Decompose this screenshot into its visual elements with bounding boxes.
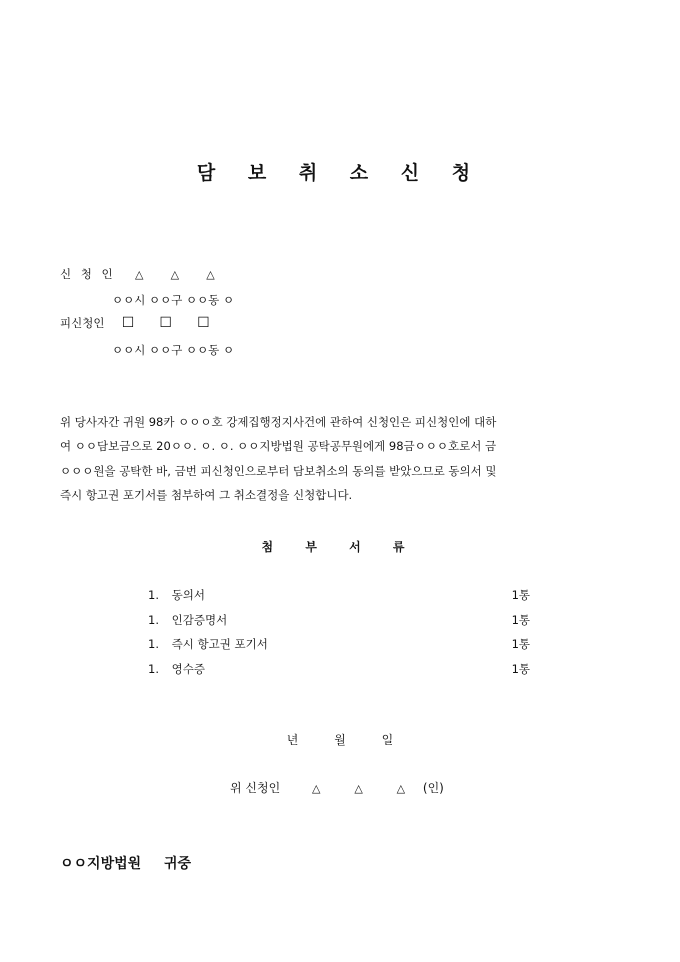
court-suffix: 귀중 bbox=[164, 856, 192, 872]
attachment-num: 1. bbox=[148, 637, 159, 651]
attachment-num: 1. bbox=[148, 613, 159, 627]
attachment-name: 인감증명서 bbox=[171, 613, 228, 627]
respondent-mark: ☐ bbox=[159, 315, 172, 331]
attachment-qty: 1통 bbox=[511, 588, 530, 602]
signature-seal: (인) bbox=[422, 781, 444, 795]
attachment-item bbox=[148, 661, 530, 677]
attachment-item bbox=[148, 587, 530, 603]
court-name: ㅇㅇ지방법원 bbox=[60, 856, 142, 872]
document-title: 담 보 취 소 신 청 bbox=[196, 162, 484, 184]
signature-mark: △ bbox=[396, 782, 406, 795]
date-month: 월 bbox=[334, 733, 346, 747]
body-line: 위 당사자간 귀원 98카 ㅇㅇㅇ호 강제집행정지사건에 관하여 신청인은 피신청인에 대하 bbox=[60, 415, 497, 429]
attachment-qty: 1통 bbox=[511, 613, 530, 627]
date-line bbox=[0, 731, 680, 748]
respondent-mark: ☐ bbox=[121, 315, 135, 331]
attachment-num: 1. bbox=[148, 588, 159, 602]
respondent-mark: ☐ bbox=[197, 315, 210, 331]
applicant-address: ㅇㅇ시 ㅇㅇ구 ㅇㅇ동 ㅇ bbox=[112, 293, 235, 307]
attachment-qty: 1통 bbox=[511, 637, 530, 651]
applicant-row bbox=[60, 266, 238, 282]
applicant-mark: △ bbox=[206, 268, 215, 281]
date-year: 년 bbox=[286, 733, 299, 747]
attachments-title: 첨 부 서 류 bbox=[261, 540, 419, 554]
court-line bbox=[60, 853, 191, 873]
attachment-name: 동의서 bbox=[171, 588, 205, 602]
attachment-qty: 1통 bbox=[511, 662, 530, 676]
date-day: 일 bbox=[381, 733, 394, 747]
body-line: ㅇㅇㅇ원을 공탁한 바, 금번 피신청인으로부터 담보취소의 동의를 받았으므로 동의서 및 bbox=[60, 464, 497, 478]
signature-mark: △ bbox=[312, 782, 321, 795]
applicant-mark: △ bbox=[134, 268, 144, 281]
respondent-row bbox=[60, 315, 231, 331]
applicant-mark: △ bbox=[170, 268, 180, 281]
respondent-label: 피신청인 bbox=[60, 316, 105, 330]
applicant-label: 신 청 인 bbox=[60, 267, 116, 281]
attachment-name: 영수증 bbox=[171, 662, 205, 676]
respondent-address: ㅇㅇ시 ㅇㅇ구 ㅇㅇ동 ㅇ bbox=[112, 343, 235, 357]
signature-line bbox=[230, 779, 444, 796]
body-line: 즉시 항고권 포기서를 첨부하여 그 취소결정을 신청합니다. bbox=[60, 488, 353, 502]
attachment-name: 즉시 항고권 포기서 bbox=[171, 637, 268, 651]
signature-label: 위 신청인 bbox=[230, 781, 281, 795]
attachment-item bbox=[148, 612, 530, 628]
signature-mark: △ bbox=[354, 782, 363, 795]
body-line: 여 ㅇㅇ담보금으로 20ㅇㅇ. ㅇ. ㅇ. ㅇㅇ지방법원 공탁공무원에게 98금ㅇㅇㅇ호로서 금 bbox=[60, 439, 497, 453]
attachment-item bbox=[148, 636, 530, 652]
attachment-num: 1. bbox=[148, 662, 159, 676]
